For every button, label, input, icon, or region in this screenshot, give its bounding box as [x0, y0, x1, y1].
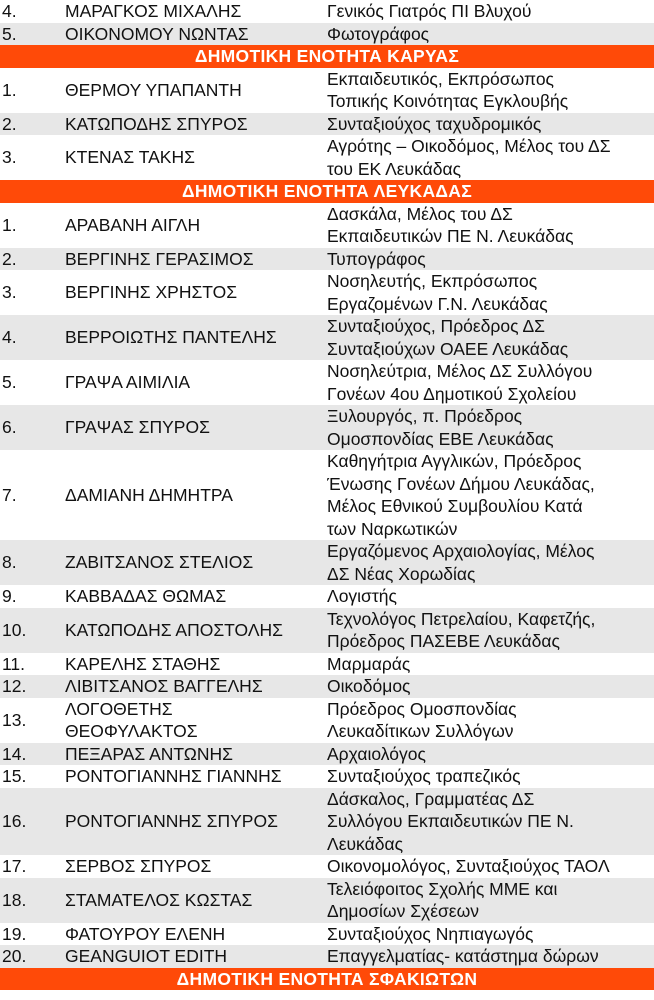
occupation-line: Συνταξιούχος Νηπιαγωγός	[327, 923, 534, 944]
candidate-row	[0, 450, 654, 540]
candidate-row	[0, 113, 654, 136]
candidate-occupation	[327, 788, 654, 856]
occupation-line: Τυπογράφος	[327, 248, 426, 269]
candidate-occupation	[327, 270, 654, 315]
candidate-number: 14.	[0, 743, 65, 766]
occupation-line: Μαρμαράς	[327, 653, 411, 674]
candidate-name-line: ΡΟΝΤΟΓΙΑΝΝΗΣ ΣΠΥΡΟΣ	[65, 811, 278, 831]
candidate-name	[65, 540, 327, 585]
occupation-line: Μέλος Εθνικού Συμβουλίου Κατά	[327, 496, 583, 516]
occupation-line: Εργαζόμενος Αρχαιολογίας, Μέλος	[327, 541, 595, 561]
occupation-line: Νοσηλευτής, Εκπρόσωπος	[327, 271, 538, 291]
candidate-row	[0, 653, 654, 676]
candidate-number: 12.	[0, 675, 65, 698]
candidate-occupation	[327, 315, 654, 360]
candidate-name-line: ΛΙΒΙΤΣΑΝΟΣ ΒΑΓΓΕΛΗΣ	[65, 676, 263, 696]
candidate-row	[0, 23, 654, 46]
occupation-line: Νοσηλεύτρια, Μέλος ΔΣ Συλλόγου	[327, 361, 593, 381]
occupation-line: Πρόεδρος Ομοσπονδίας	[327, 698, 517, 719]
candidate-name	[65, 405, 327, 450]
candidate-name	[65, 450, 327, 540]
candidate-name	[65, 248, 327, 271]
candidate-occupation	[327, 203, 654, 248]
candidate-name-line: ΒΕΡΡΟΙΩΤΗΣ ΠΑΝΤΕΛΗΣ	[65, 327, 277, 348]
candidate-occupation	[327, 585, 654, 608]
occupation-line: Επαγγελματίας- κατάστημα δώρων	[327, 946, 599, 966]
candidate-name-line: ΚΑΤΩΠΟΔΗΣ ΑΠΟΣΤΟΛΗΣ	[65, 619, 283, 640]
candidate-occupation	[327, 608, 654, 653]
occupation-line: Δημοσίων Σχέσεων	[327, 901, 480, 921]
candidate-name-line: ΚΑΒΒΑΔΑΣ ΘΩΜΑΣ	[65, 586, 227, 606]
candidate-name-line: ΚΤΕΝΑΣ ΤΑΚΗΣ	[65, 147, 195, 168]
candidate-occupation	[327, 248, 654, 271]
candidate-row	[0, 765, 654, 788]
candidate-number: 15.	[0, 765, 65, 788]
candidate-row	[0, 585, 654, 608]
candidate-name-line: ΣΤΑΜΑΤΕΛΟΣ ΚΩΣΤΑΣ	[65, 889, 253, 910]
candidate-occupation	[327, 653, 654, 676]
candidate-name-line: ΠΕΞΑΡΑΣ ΑΝΤΩΝΗΣ	[65, 743, 233, 764]
candidate-number: 10.	[0, 608, 65, 653]
candidate-occupation	[327, 360, 654, 405]
candidate-occupation	[327, 765, 654, 788]
candidate-row	[0, 248, 654, 271]
candidate-row	[0, 270, 654, 315]
candidate-name	[65, 0, 327, 23]
candidate-name	[65, 923, 327, 946]
candidate-number: 6.	[0, 405, 65, 450]
occupation-line: Συνταξιούχος ταχυδρομικός	[327, 113, 542, 134]
candidate-name	[65, 698, 327, 743]
candidate-row	[0, 945, 654, 968]
candidate-row	[0, 0, 654, 23]
candidate-number: 20.	[0, 945, 65, 968]
section-title: ΔΗΜΟΤΙΚΗ ΕΝΟΤΗΤΑ ΣΦΑΚΙΩΤΩΝ	[0, 968, 654, 991]
candidate-occupation	[327, 450, 654, 540]
candidate-name	[65, 788, 327, 856]
candidate-row	[0, 360, 654, 405]
occupation-line: Ένωσης Γονέων Δήμου Λευκάδας,	[327, 473, 595, 494]
candidate-name	[65, 608, 327, 653]
candidate-number: 7.	[0, 450, 65, 540]
candidate-row	[0, 203, 654, 248]
candidate-name	[65, 743, 327, 766]
candidate-row	[0, 743, 654, 766]
candidate-number: 5.	[0, 23, 65, 46]
occupation-line: Λογιστής	[327, 586, 397, 606]
candidate-name-line: ΘΕΟΦΥΛΑΚΤΟΣ	[65, 721, 198, 741]
occupation-line: Ομοσπονδίας ΕΒΕ Λευκάδας	[327, 428, 554, 449]
occupation-line: Συνταξιούχος τραπεζικός	[327, 766, 521, 786]
candidate-number: 5.	[0, 360, 65, 405]
candidate-name	[65, 855, 327, 878]
candidate-row	[0, 540, 654, 585]
occupation-line: Γονέων 4ου Δημοτικού Σχολείου	[327, 383, 577, 404]
candidate-name	[65, 360, 327, 405]
candidate-occupation	[327, 405, 654, 450]
occupation-line: Τοπικής Κοινότητας Εγκλουβής	[327, 91, 569, 111]
candidate-name-line: ΚΑΤΩΠΟΔΗΣ ΣΠΥΡΟΣ	[65, 113, 248, 134]
candidate-number: 1.	[0, 68, 65, 113]
candidate-row	[0, 608, 654, 653]
occupation-line: Λευκάδας	[327, 833, 404, 854]
candidate-name-line: ΜΑΡΑΓΚΟΣ ΜΙΧΑΛΗΣ	[65, 1, 242, 21]
section-title: ΔΗΜΟΤΙΚΗ ΕΝΟΤΗΤΑ ΛΕΥΚΑΔΑΣ	[0, 180, 654, 203]
candidate-occupation	[327, 923, 654, 946]
candidate-name	[65, 945, 327, 968]
candidate-name-line: ΡΟΝΤΟΓΙΑΝΝΗΣ ΓΙΑΝΝΗΣ	[65, 766, 282, 786]
candidate-number: 2.	[0, 113, 65, 136]
candidate-name-line: ΦΑΤΟΥΡΟΥ ΕΛΕΝΗ	[65, 923, 226, 944]
candidate-occupation	[327, 0, 654, 23]
occupation-line: Εργαζομένων Γ.Ν. Λευκάδας	[327, 293, 548, 314]
candidate-name-line: GEANGUIOT EDITH	[65, 946, 228, 966]
candidate-number: 8.	[0, 540, 65, 585]
occupation-line: Εκπαιδευτικών ΠΕ Ν. Λευκάδας	[327, 226, 574, 246]
candidate-row	[0, 878, 654, 923]
occupation-line: Αγρότης – Οικοδόμος, Μέλος του ΔΣ	[327, 136, 611, 156]
candidate-row	[0, 675, 654, 698]
candidate-row	[0, 855, 654, 878]
occupation-line: Λευκαδίτικων Συλλόγων	[327, 721, 514, 741]
occupation-line: Συνταξιούχος, Πρόεδρος ΔΣ	[327, 316, 545, 336]
candidate-occupation	[327, 855, 654, 878]
candidate-name	[65, 675, 327, 698]
occupation-line: Τεχνολόγος Πετρελαίου, Καφετζής,	[327, 608, 596, 629]
occupation-line: Συλλόγου Εκπαιδευτικών ΠΕ Ν.	[327, 811, 574, 831]
candidate-name-line: ΒΕΡΓΙΝΗΣ ΓΕΡΑΣΙΜΟΣ	[65, 248, 254, 269]
occupation-line: Εκπαιδευτικός, Εκπρόσωπος	[327, 68, 554, 89]
candidate-name-line: ΔΑΜΙΑΝΗ ΔΗΜΗΤΡΑ	[65, 484, 233, 505]
occupation-line: Αρχαιολόγος	[327, 743, 426, 764]
candidate-row	[0, 698, 654, 743]
occupation-line: των Ναρκωτικών	[327, 518, 458, 539]
occupation-line: Τελειόφοιτος Σχολής ΜΜΕ και	[327, 878, 558, 899]
occupation-line: Ξυλουργός, π. Πρόεδρος	[327, 406, 523, 426]
candidate-occupation	[327, 113, 654, 136]
candidate-name	[65, 270, 327, 315]
candidate-name	[65, 315, 327, 360]
section-header-row	[0, 968, 654, 991]
occupation-line: ΔΣ Νέας Χορωδίας	[327, 563, 476, 584]
occupation-line: Γενικός Γιατρός ΠΙ Βλυχού	[327, 1, 532, 21]
candidate-name	[65, 68, 327, 113]
section-header-row	[0, 180, 654, 203]
candidate-number: 3.	[0, 135, 65, 180]
occupation-line: Οικοδόμος	[327, 676, 411, 696]
candidate-number: 1.	[0, 203, 65, 248]
candidate-name-line: ΓΡΑΨΑΣ ΣΠΥΡΟΣ	[65, 417, 210, 438]
candidate-name	[65, 878, 327, 923]
candidate-number: 3.	[0, 270, 65, 315]
occupation-line: Δάσκαλος, Γραμματέας ΔΣ	[327, 788, 535, 809]
candidate-name-line: ΚΑΡΕΛΗΣ ΣΤΑΘΗΣ	[65, 653, 221, 674]
candidate-name-line: ΓΡΑΨΑ ΑΙΜΙΛΙΑ	[65, 372, 191, 393]
candidate-row	[0, 405, 654, 450]
candidate-number: 13.	[0, 698, 65, 743]
candidate-number: 19.	[0, 923, 65, 946]
candidate-number: 17.	[0, 855, 65, 878]
section-header-row	[0, 45, 654, 68]
candidate-name	[65, 653, 327, 676]
candidate-name-line: ΑΡΑΒΑΝΗ ΑΙΓΛΗ	[65, 214, 201, 235]
candidate-occupation	[327, 698, 654, 743]
candidate-name-line: ΟΙΚΟΝΟΜΟΥ ΝΩΝΤΑΣ	[65, 23, 249, 44]
occupation-line: Καθηγήτρια Αγγλικών, Πρόεδρος	[327, 451, 582, 471]
candidate-occupation	[327, 23, 654, 46]
candidate-occupation	[327, 675, 654, 698]
occupation-line: Συνταξιούχων ΟΑΕΕ Λευκάδας	[327, 338, 569, 359]
candidate-occupation	[327, 945, 654, 968]
occupation-line: Δασκάλα, Μέλος του ΔΣ	[327, 203, 513, 224]
candidate-occupation	[327, 878, 654, 923]
candidate-row	[0, 315, 654, 360]
occupation-line: Πρόεδρος ΠΑΣΕΒΕ Λευκάδας	[327, 631, 560, 651]
candidate-occupation	[327, 540, 654, 585]
candidate-name-line: ΖΑΒΙΤΣΑΝΟΣ ΣΤΕΛΙΟΣ	[65, 552, 254, 573]
candidate-row	[0, 135, 654, 180]
candidate-name	[65, 203, 327, 248]
candidate-name	[65, 113, 327, 136]
candidate-row	[0, 923, 654, 946]
candidate-name-line: ΛΟΓΟΘΕΤΗΣ	[65, 698, 173, 719]
candidate-occupation	[327, 68, 654, 113]
section-title: ΔΗΜΟΤΙΚΗ ΕΝΟΤΗΤΑ ΚΑΡΥΑΣ	[0, 45, 654, 68]
candidate-number: 16.	[0, 788, 65, 856]
candidate-name-line: ΣΕΡΒΟΣ ΣΠΥΡΟΣ	[65, 856, 212, 876]
occupation-line: του ΕΚ Λευκάδας	[327, 158, 462, 179]
candidate-occupation	[327, 135, 654, 180]
candidate-name	[65, 585, 327, 608]
candidate-name-line: ΘΕΡΜΟΥ ΥΠΑΠΑΝΤΗ	[65, 79, 242, 100]
occupation-line: Οικονομολόγος, Συνταξιούχος ΤΑΟΛ	[327, 856, 610, 876]
candidate-name	[65, 765, 327, 788]
candidate-name	[65, 135, 327, 180]
candidate-number: 4.	[0, 0, 65, 23]
candidate-number: 2.	[0, 248, 65, 271]
candidate-number: 4.	[0, 315, 65, 360]
candidate-number: 11.	[0, 653, 65, 676]
candidate-occupation	[327, 743, 654, 766]
candidate-number: 18.	[0, 878, 65, 923]
candidate-name	[65, 23, 327, 46]
candidate-number: 9.	[0, 585, 65, 608]
candidate-name-line: ΒΕΡΓΙΝΗΣ ΧΡΗΣΤΟΣ	[65, 282, 238, 303]
occupation-line: Φωτογράφος	[327, 23, 430, 44]
candidate-row	[0, 68, 654, 113]
candidate-row	[0, 788, 654, 856]
